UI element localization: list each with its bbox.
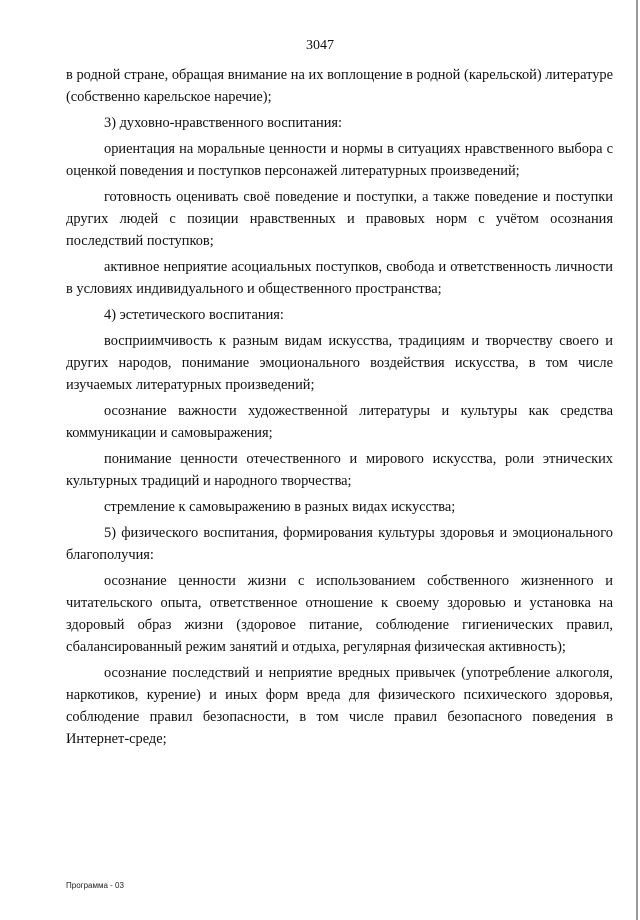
paragraph-continuation: в родной стране, обращая внимание на их воплощение в родной (карельской) литературе (собственно карельское наречие); bbox=[66, 67, 613, 105]
paragraph: готовность оценивать своё поведение и поступки, а также поведение и поступки других людей с позиции нравственных и правовых норм с учётом осознания последствий поступков; bbox=[66, 189, 613, 249]
footer-label: Программа - 03 bbox=[66, 881, 124, 890]
page-number: 3047 bbox=[306, 38, 334, 53]
paragraph: стремление к самовыражению в разных видах искусства; bbox=[104, 499, 456, 515]
section-heading-5: 5) физического воспитания, формирования культуры здоровья и эмоционального благополучия: bbox=[66, 525, 613, 563]
paragraph: осознание ценности жизни с использованием собственного жизненного и читательского опыта, ответственное отношение к своему здоровью и установка на здоровый образ жизни (здоровое питание, соблюдение гигиенических правил, сбалансированный режим занятий и отдыха, регулярная физическая активность); bbox=[66, 573, 613, 655]
paragraph: восприимчивость к разным видам искусства, традициям и творчеству своего и других народов, понимание эмоционального воздействия искусства, в том числе изучаемых литературных произведений; bbox=[66, 333, 613, 393]
paragraph: ориентация на моральные ценности и нормы в ситуациях нравственного выбора с оценкой поведения и поступков персонажей литературных произведений; bbox=[66, 141, 613, 179]
document-body bbox=[66, 64, 613, 754]
scan-edge bbox=[636, 0, 638, 920]
paragraph: понимание ценности отечественного и мирового искусства, роли этнических культурных традиций и народного творчества; bbox=[66, 451, 613, 489]
paragraph: осознание важности художественной литературы и культуры как средства коммуникации и самовыражения; bbox=[66, 403, 613, 441]
section-heading-4: 4) эстетического воспитания: bbox=[104, 307, 284, 323]
paragraph: активное неприятие асоциальных поступков, свобода и ответственность личности в условиях индивидуального и общественного пространства; bbox=[66, 259, 613, 297]
section-heading-3: 3) духовно-нравственного воспитания: bbox=[104, 115, 343, 131]
paragraph: осознание последствий и неприятие вредных привычек (употребление алкоголя, наркотиков, курение) и иных форм вреда для физического психического здоровья, соблюдение правил безопасности, в том числе правил безопасного поведения в Интернет-среде; bbox=[66, 665, 613, 747]
